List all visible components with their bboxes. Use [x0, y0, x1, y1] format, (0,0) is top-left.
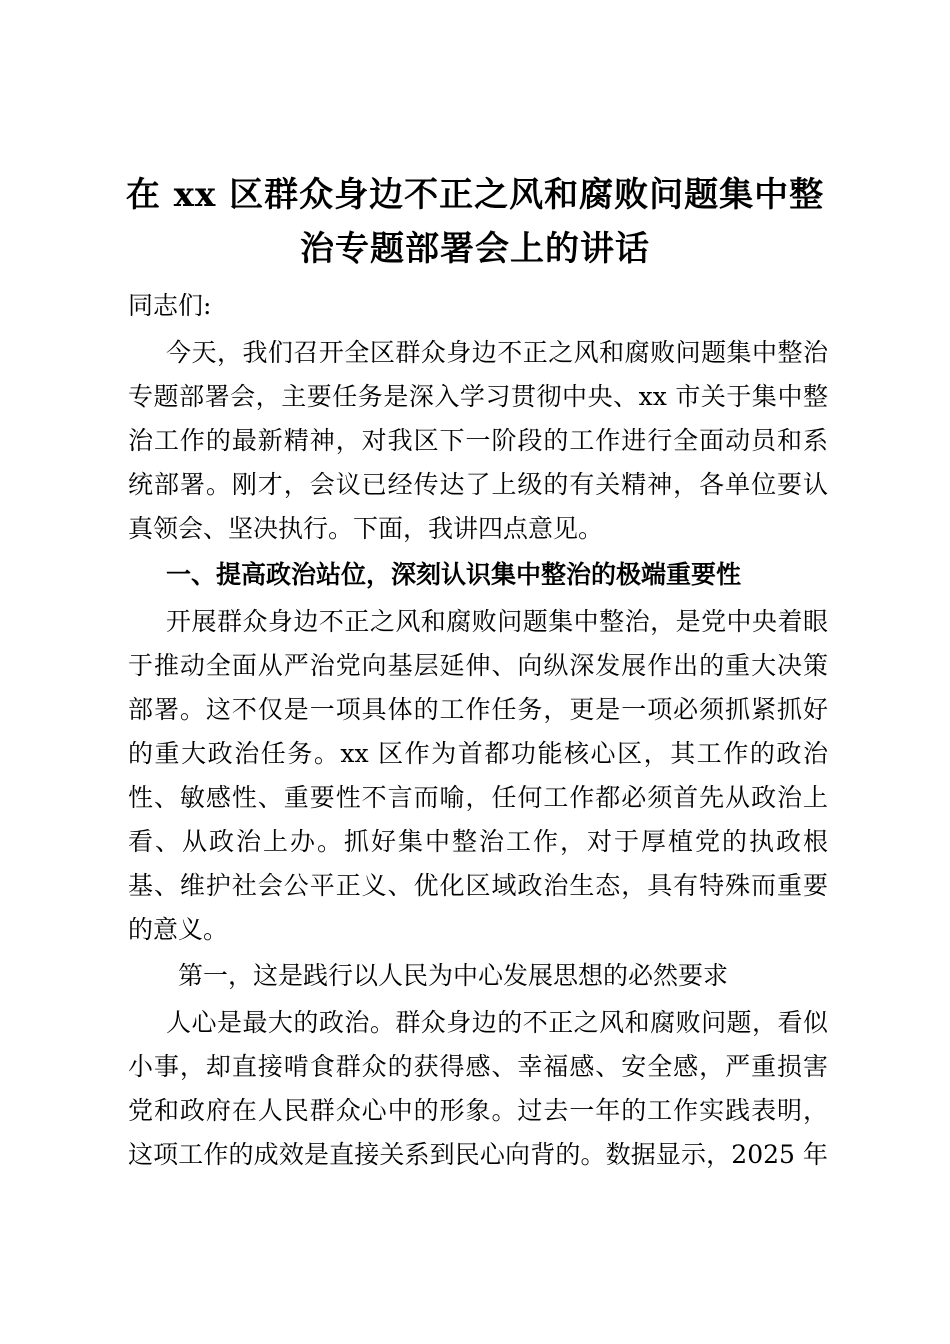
paragraph-line: 今天，我们召开全区群众身边不正之风和腐败问题集中整治	[166, 338, 828, 367]
paragraph-line: 性、敏感性、重要性不言而喻，任何工作都必须首先从政治上	[128, 783, 828, 812]
title-line-1: 在 xx 区群众身边不正之风和腐败问题集中整	[125, 175, 825, 215]
paragraph-line: 部署。这不仅是一项具体的工作任务，更是一项必须抓紧抓好	[128, 695, 828, 724]
paragraph-line: 基、维护社会公平正义、优化区域政治生态，具有特殊而重要	[128, 871, 828, 900]
paragraph-line: 于推动全面从严治党向基层延伸、向纵深发展作出的重大决策	[128, 651, 828, 680]
subsection-heading: 第一，这是践行以人民为中心发展思想的必然要求	[178, 961, 729, 990]
paragraph-line: 的意义。	[128, 915, 229, 944]
paragraph-line: 开展群众身边不正之风和腐败问题集中整治，是党中央着眼	[166, 607, 828, 636]
paragraph-line: 看、从政治上办。抓好集中整治工作，对于厚植党的执政根	[128, 827, 828, 856]
paragraph-line: 党和政府在人民群众心中的形象。过去一年的工作实践表明，	[128, 1096, 828, 1125]
paragraph-line: 真领会、坚决执行。下面，我讲四点意见。	[128, 514, 604, 543]
paragraph-line: 人心是最大的政治。群众身边的不正之风和腐败问题，看似	[166, 1008, 828, 1037]
section-heading: 一、提高政治站位，深刻认识集中整治的极端重要性	[166, 560, 742, 589]
paragraph-line: 的重大政治任务。xx 区作为首都功能核心区，其工作的政治	[128, 739, 828, 768]
paragraph-line: 小事，却直接啃食群众的获得感、幸福感、安全感，严重损害	[128, 1052, 828, 1081]
paragraph-line: 这项工作的成效是直接关系到民心向背的。数据显示，2025 年	[128, 1140, 828, 1169]
paragraph-line: 统部署。刚才，会议已经传达了上级的有关精神，各单位要认	[128, 470, 828, 499]
paragraph-line: 治工作的最新精神，对我区下一阶段的工作进行全面动员和系	[128, 426, 828, 455]
title-line-2: 治专题部署会上的讲话	[300, 229, 650, 269]
salutation: 同志们:	[128, 291, 212, 320]
paragraph-line: 专题部署会，主要任务是深入学习贯彻中央、xx 市关于集中整	[128, 382, 828, 411]
